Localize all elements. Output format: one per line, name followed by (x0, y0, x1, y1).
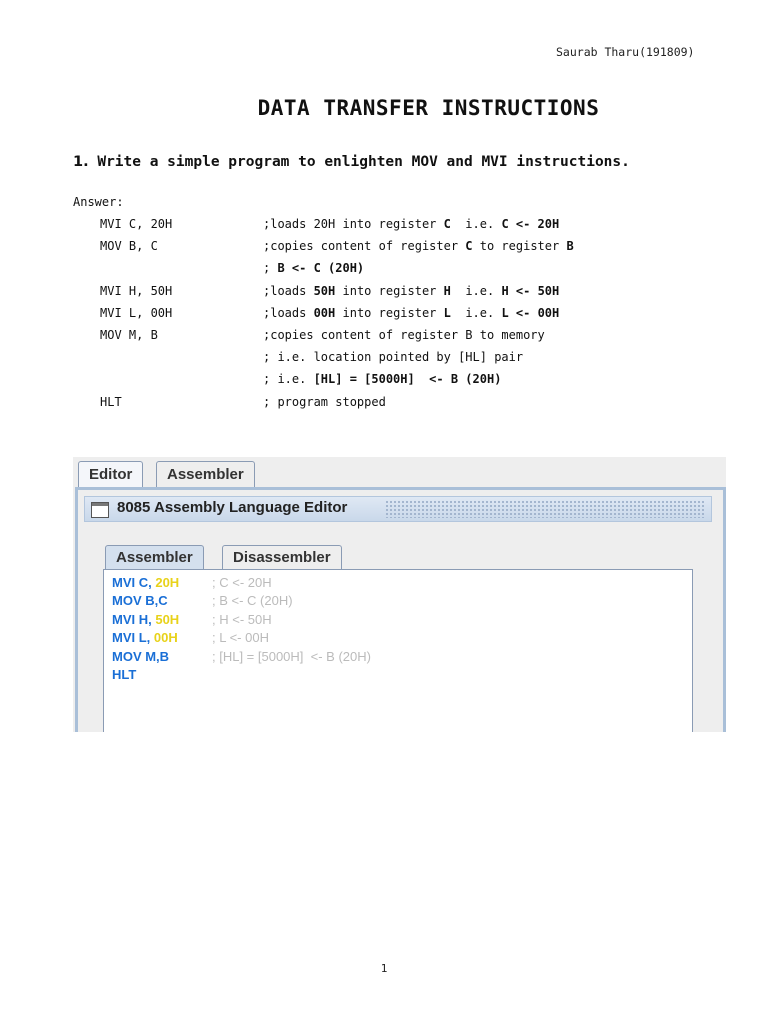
code-editor-area[interactable] (103, 569, 693, 732)
code-instruction: MOV M, B (100, 328, 158, 342)
editor-instruction: MVI H, 50H (112, 611, 180, 627)
code-instruction: MVI C, 20H (100, 217, 173, 231)
question-text: Write a simple program to enlighten MOV and MVI instructions. (97, 154, 630, 170)
code-comment: ; program stopped (263, 394, 386, 409)
editor-comment: ; H <- 50H (212, 611, 272, 627)
outer-tab-bar (73, 457, 726, 489)
code-comment: ; i.e. location pointed by [HL] pair (263, 350, 524, 365)
editor-immediate-value: 50H (151, 611, 180, 627)
code-instruction: HLT (100, 394, 122, 409)
page-title: DATA TRANSFER INSTRUCTIONS (257, 96, 600, 120)
page-number: 1 (380, 962, 388, 975)
question-number: 1. (73, 154, 89, 170)
editor-title: 8085 Assembly Language Editor (117, 499, 348, 516)
code-instruction: MVI L, 00H (100, 305, 173, 320)
tab-inner-assembler[interactable]: Assembler (105, 545, 204, 570)
editor-immediate-value: 20H (151, 575, 180, 590)
editor-comment: ; L <- 00H (212, 630, 269, 646)
tab-disassembler[interactable]: Disassembler (222, 545, 342, 570)
editor-instruction: MOV B,C (112, 593, 168, 609)
question-1 (73, 154, 630, 170)
code-instruction: MVI H, 50H (100, 283, 173, 298)
editor-instruction: MVI C, 20H (112, 575, 180, 590)
code-instruction: MOV B, C (100, 239, 158, 254)
tab-editor[interactable]: Editor (78, 461, 143, 487)
answer-label: Answer: (73, 195, 124, 209)
editor-comment: ; C <- 20H (212, 575, 272, 590)
titlebar-texture (385, 500, 705, 518)
author-header: Saurab Tharu(191809) (556, 45, 695, 59)
code-comment: ; i.e. [HL] = [5000H] <- B (20H) (263, 372, 502, 387)
editor-instruction: MOV M,B (112, 648, 170, 664)
editor-immediate-value: 00H (150, 630, 178, 646)
editor-titlebar (84, 496, 712, 522)
editor-instruction: MVI L, 00H (112, 630, 178, 646)
editor-screenshot (73, 457, 726, 732)
editor-window (75, 487, 726, 732)
editor-instruction: HLT (112, 667, 137, 682)
code-comment: ; B <- C (20H) (263, 261, 365, 276)
code-comment: ;loads 50H into register H i.e. H <- 50H (263, 283, 560, 298)
code-comment: ;loads 20H into register C i.e. C <- 20H (263, 217, 560, 231)
code-comment: ;loads 00H into register L i.e. L <- 00H (263, 305, 560, 320)
tab-assembler[interactable]: Assembler (156, 461, 255, 487)
editor-comment: ; B <- C (20H) (212, 593, 293, 609)
window-icon (91, 502, 109, 518)
editor-comment: ; [HL] = [5000H] <- B (20H) (212, 648, 371, 664)
code-comment: ;copies content of register B to memory (263, 328, 545, 342)
code-comment: ;copies content of register C to register B (263, 239, 574, 254)
